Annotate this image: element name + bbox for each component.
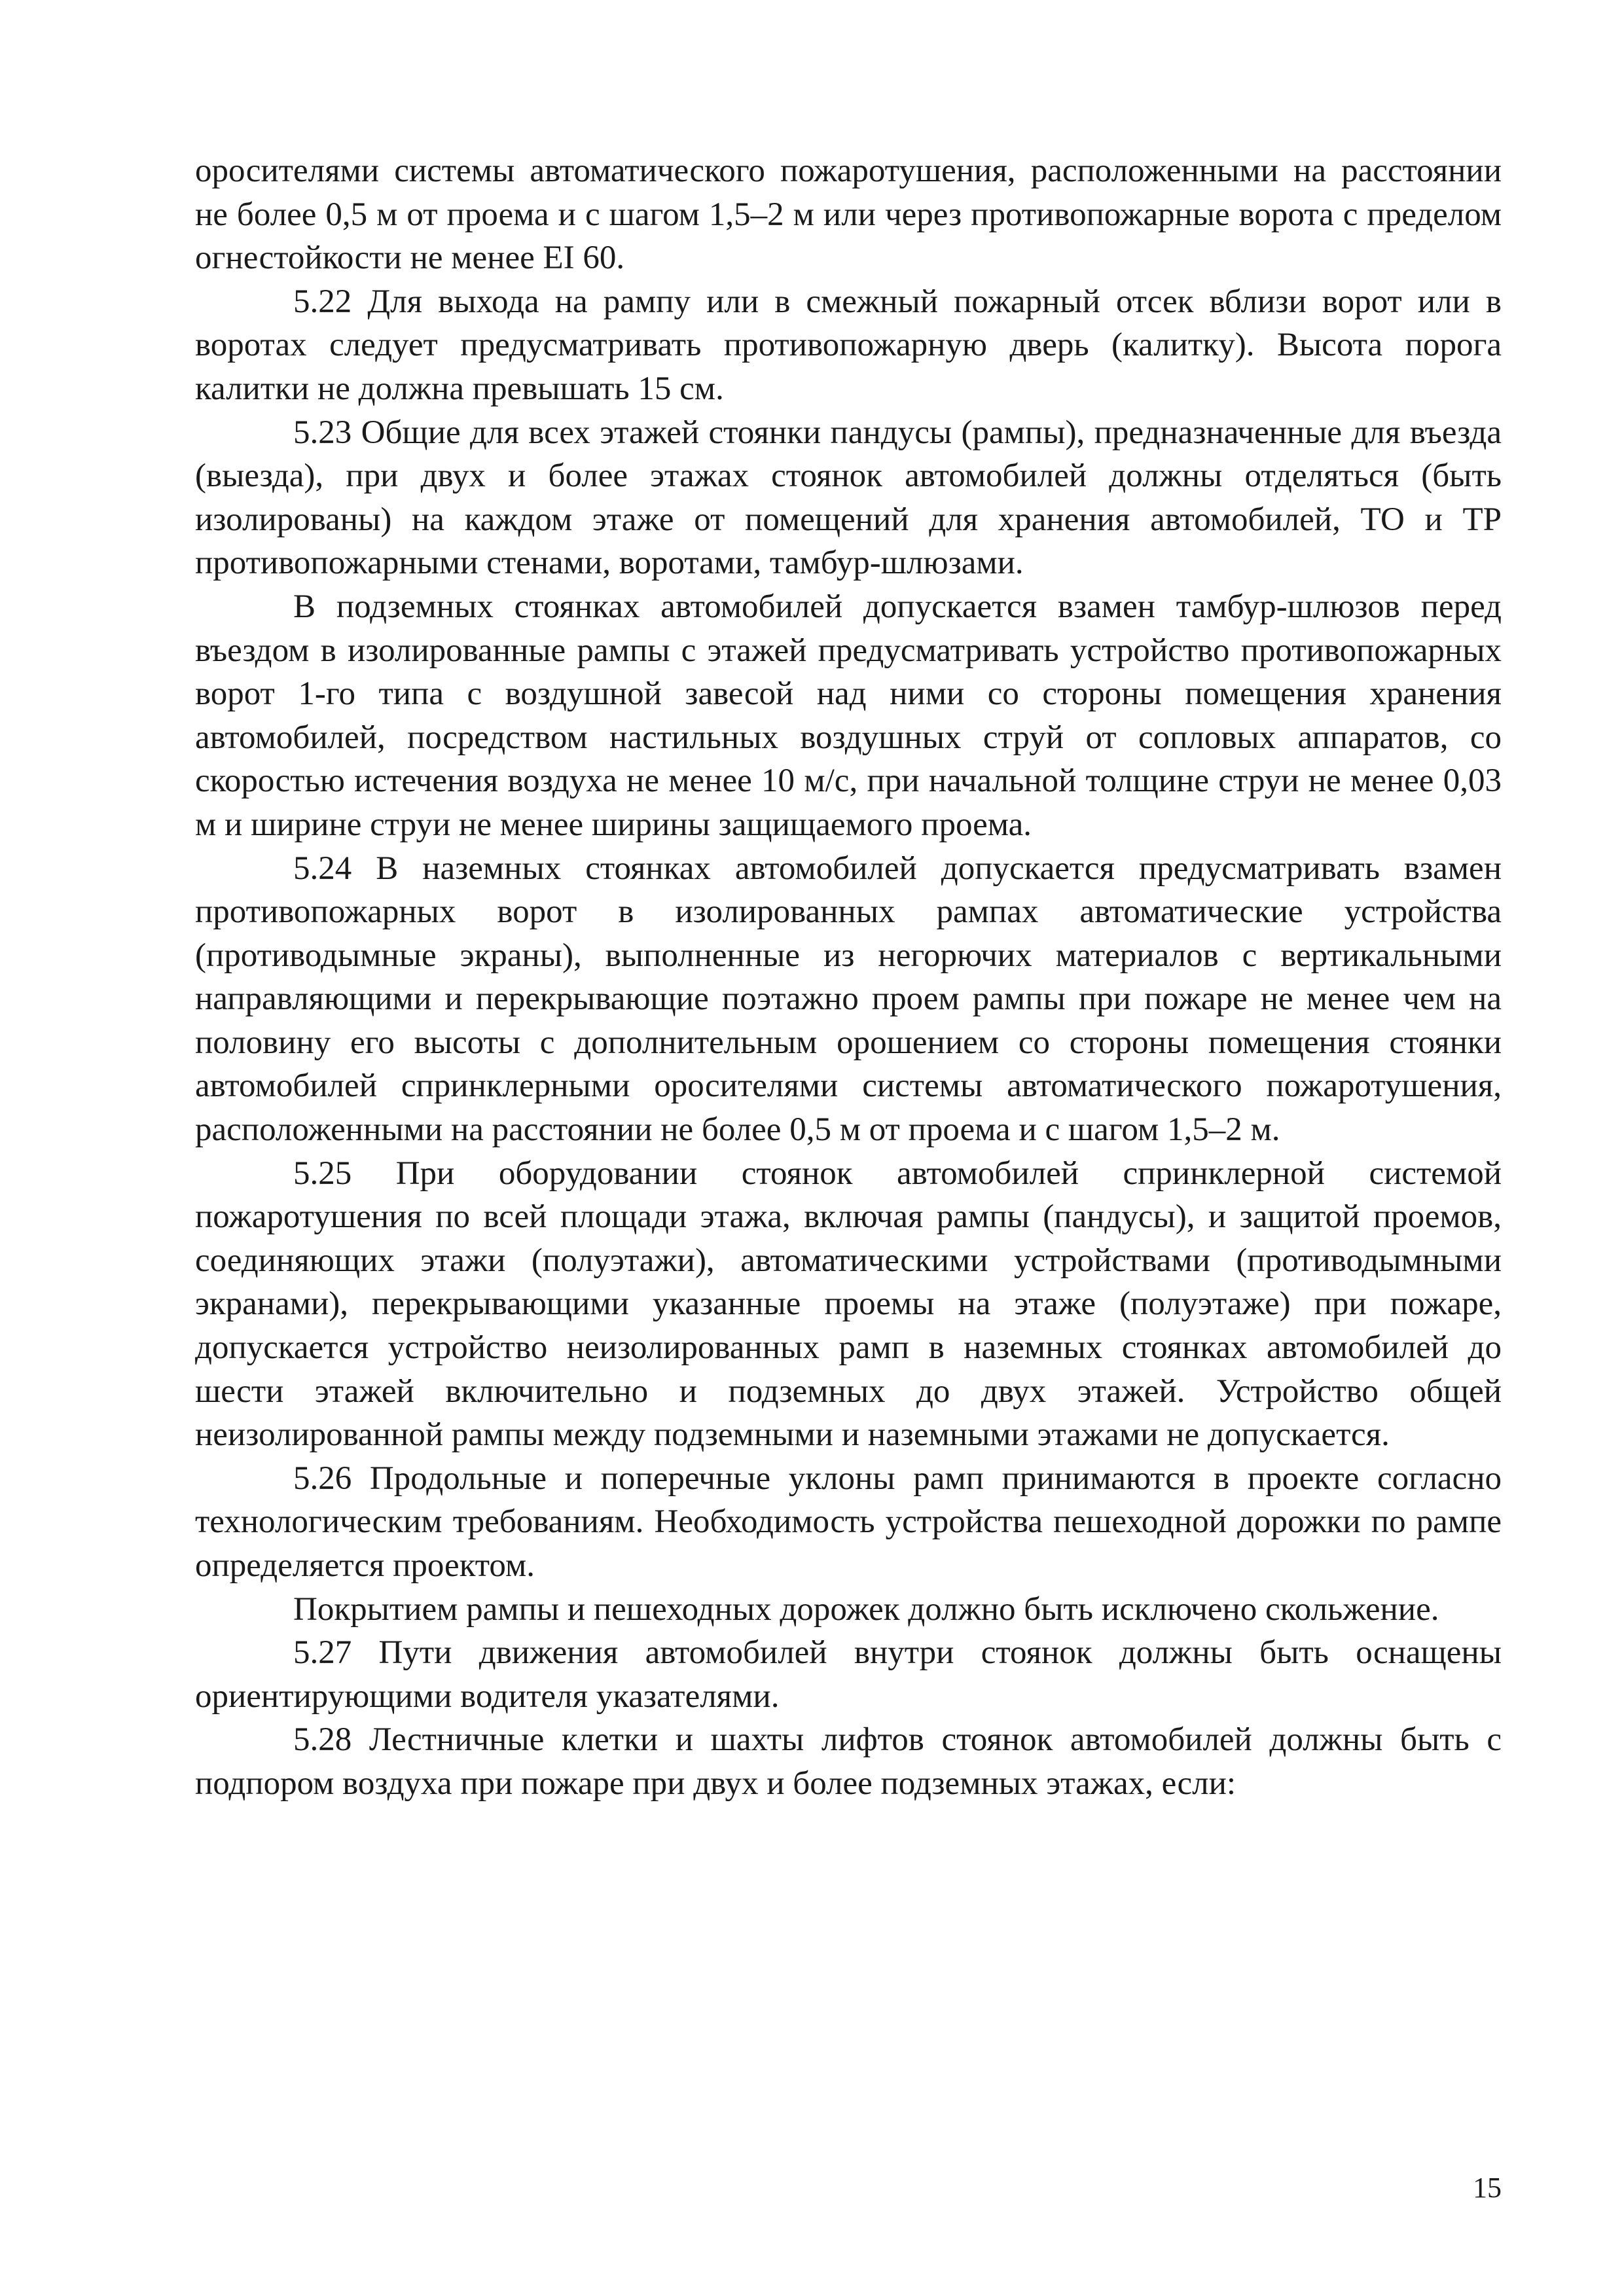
paragraph-continuation: оросителями системы автоматического пожаротушения, расположенными на расстоянии не более 0,5 м от проема и с шагом 1,5–2 м или через противопожарные ворота с пределом огнестойкости не менее EI 60.	[195, 152, 1502, 277]
paragraph-5-26: 5.26 Продольные и поперечные уклоны рамп принимаются в проекте согласно технологическим требованиям. Необходимость устройства пешеходной дорожки по рампе определяется проектом.	[195, 1460, 1502, 1584]
paragraph-5-23: 5.23 Общие для всех этажей стоянки пандусы (рампы), предназначенные для въезда (выезда), при двух и более этажах стоянок автомобилей должны отделяться (быть изолированы) на каждом этаже от помещений для хранения автомобилей, ТО и ТР противопожарными стенами, воротами, тамбур-шлюзами.	[195, 414, 1502, 582]
page-number: 15	[1473, 2172, 1502, 2204]
paragraph-5-26-coating: Покрытием рампы и пешеходных дорожек должно быть исключено скольжение.	[293, 1590, 1439, 1628]
document-body	[195, 149, 1502, 1806]
paragraph-5-27: 5.27 Пути движения автомобилей внутри стоянок должны быть оснащены ориентирующими водителя указателями.	[195, 1634, 1502, 1715]
paragraph-5-25: 5.25 При оборудовании стоянок автомобилей спринклерной системой пожаротушения по всей площади этажа, включая рампы (пандусы), и защитой проемов, соединяющих этажи (полуэтажи), автоматическими устройствами (противодымными экранами), перекрывающими указанные проемы на этаже (полуэтаже) при пожаре, допускается устройство неизолированных рамп в наземных стоянках автомобилей до шести этажей включительно и подземных до двух этажей. Устройство общей неизолированной рампы между подземными и наземными этажами не допускается.	[195, 1155, 1502, 1454]
paragraph-5-23-underground: В подземных стоянках автомобилей допускается взамен тамбур-шлюзов перед въездом в изолированные рампы с этажей предусматривать устройство противопожарных ворот 1-го типа с воздушной завесой над ними со стороны помещения хранения автомобилей, посредством настильных воздушных струй от сопловых аппаратов, со скоростью истечения воздуха не менее 10 м/с, при начальной толщине струи не менее 0,03 м и ширине струи не менее ширины защищаемого проема.	[195, 588, 1502, 843]
paragraph-5-22: 5.22 Для выхода на рампу или в смежный пожарный отсек вблизи ворот или в воротах следует предусматривать противопожарную дверь (калитку). Высота порога калитки не должна превышать 15 см.	[195, 283, 1502, 407]
paragraph-5-24: 5.24 В наземных стоянках автомобилей допускается предусматривать взамен противопожарных ворот в изолированных рампах автоматические устройства (противодымные экраны), выполненные из негорючих материалов с вертикальными направляющими и перекрывающие поэтажно проем рампы при пожаре не менее чем на половину его высоты с дополнительным орошением со стороны помещения стоянки автомобилей спринклерными оросителями системы автоматического пожаротушения, расположенными на расстоянии не более 0,5 м от проема и с шагом 1,5–2 м.	[195, 850, 1502, 1149]
paragraph-5-28: 5.28 Лестничные клетки и шахты лифтов стоянок автомобилей должны быть с подпором воздуха при пожаре при двух и более подземных этажах, если:	[195, 1721, 1502, 1802]
